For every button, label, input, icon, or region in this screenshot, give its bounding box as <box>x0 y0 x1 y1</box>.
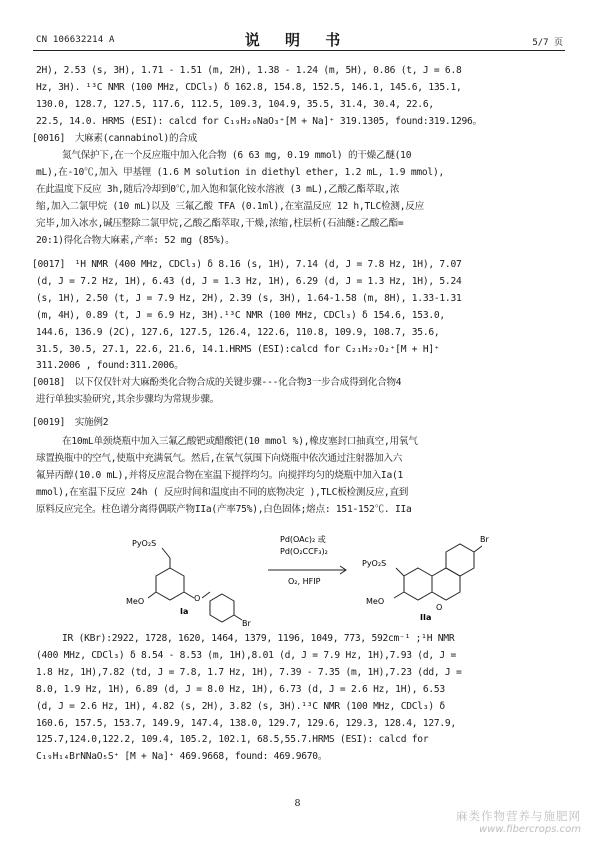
text-line: (s, 1H), 2.50 (t, J = 7.9 Hz, 2H), 2.39 (s, 3H), 1.64-1.58 (m, 8H), 1.33-1.31 <box>36 292 462 304</box>
text-line: 31.5, 30.5, 27.1, 22.6, 21.6, 14.1.HRMS (ESI):calcd for C₂₁H₂₇O₂⁺[M + H]⁺ <box>36 343 440 355</box>
text-line: 130.0, 128.7, 127.5, 117.6, 112.5, 109.3, 104.9, 35.5, 31.4, 30.4, 22.6, <box>36 98 434 110</box>
pyso2-label: PyO₂S <box>132 539 157 548</box>
conditions-label: O₂, HFIP <box>288 577 321 586</box>
text-line: 在此温度下反应 3h,随后冷却到0℃,加入饱和氯化铵水溶液 (3 mL),乙酸乙酯萃取,浓 <box>36 183 400 195</box>
example2-first <box>62 434 560 451</box>
text-line: 氟异丙醇(10.0 mL),并将反应混合物在室温下搅拌均匀。向搅拌均匀的烧瓶中加入Ia(1 <box>36 469 404 481</box>
text-line: 160.6, 157.5, 153.7, 149.9, 147.4, 138.0, 129.7, 129.6, 129.3, 128.4, 127.9, <box>36 717 456 729</box>
paragraph-0016-heading <box>32 131 562 148</box>
text-line: 进行单独实验研究,其余步骤均为常规步骤。 <box>36 394 220 405</box>
text-line: ¹H NMR (400 MHz, CDCl₃) δ 8.16 (s, 1H), 7.14 (d, J = 7.8 Hz, 1H), 7.07 <box>74 259 462 270</box>
paragraph-0016 <box>62 148 560 165</box>
text-line: 125.7,124.0,122.2, 109.4, 105.2, 102.1, 68.5,55.7.HRMS (ESI): calcd for <box>36 734 429 746</box>
text-line: (d, J = 2.6 Hz, 1H), 4.82 (s, 2H), 3.82 (s, 3H).¹³C NMR (100 MHz, CDCl₃) δ <box>36 700 445 712</box>
bromine-label-left: Br <box>242 619 251 628</box>
compound-Ia-label: Ia <box>180 607 189 616</box>
text-line: 1.8 Hz, 1H),7.82 (td, J = 7.8, 1.7 Hz, 1H), 7.39 - 7.35 (m, 1H),7.23 (dd, J = <box>36 666 462 678</box>
watermark-chinese: 麻类作物营养与施肥网 <box>456 809 581 823</box>
text-line: mL),在-10℃,加入 甲基锂 (1.6 M solution in diethyl ether, 1.2 mL, 1.9 mmol), <box>36 167 445 178</box>
meo-label: MeO <box>126 597 145 606</box>
reaction-scheme <box>118 528 518 628</box>
bromobenzyl-ring <box>210 594 234 622</box>
paragraph-0017-first <box>32 257 562 274</box>
paragraph-0019 <box>32 415 562 432</box>
text-line: 以下仅仅针对大麻酚类化合物合成的关键步骤---化合物3一步合成得到化合物4 <box>74 377 402 388</box>
paragraph-0018-body <box>36 392 534 409</box>
document-number: CN 106632214 A <box>36 35 115 45</box>
ring-oxygen-label: O <box>436 603 443 612</box>
example2-body <box>36 451 534 519</box>
continuation-nmr-block <box>36 63 566 131</box>
ir-first <box>62 631 560 648</box>
product-pyso2-label: PyO₂S <box>362 559 387 568</box>
text-line: (400 MHz, CDCl₃) δ 8.54 - 8.53 (m, 1H),8.01 (d, J = 7.9 Hz, 1H),7.93 (d, J = <box>36 650 456 661</box>
text-line: 球置换瓶中的空气,使瓶中充满氧气。然后,在氧气氛围下向烧瓶中依次通过注射器加入六 <box>36 453 403 464</box>
text-line: 22.5, 14.0. HRMS (ESI): calcd for C₁₉H₂₀NaO₃⁺[M + Na]⁺ 319.1305, found:319.1296。 <box>36 115 482 127</box>
text-line: (m, 4H), 0.89 (t, J = 6.9 Hz, 3H).¹³C NMR (100 MHz, CDCl₃) δ 154.6, 153.0, <box>36 309 445 321</box>
reagent-line-2: Pd(O₂CCF₃)₂ <box>280 547 328 556</box>
text-line: mmol),在室温下反应 24h ( 反应时间和温度由不同的底物决定 ),TLC板检测反应,直到 <box>36 486 409 498</box>
paragraph-tag: [0018] <box>32 377 66 388</box>
text-line: (d, J = 7.2 Hz, 1H), 6.43 (d, J = 1.3 Hz, 1H), 6.29 (d, J = 1.3 Hz, 1H), 5.24 <box>36 276 462 287</box>
text-line: Hz, 3H). ¹³C NMR (100 MHz, CDCl₃) δ 162.8, 154.8, 152.5, 146.1, 145.6, 135.1, <box>36 81 462 93</box>
paragraph-tag: [0019] <box>32 417 66 428</box>
text-line: C₁₉H₁₄BrNNaO₅S⁺ [M + Na]⁺ 469.9668, found: 469.9670。 <box>36 751 328 763</box>
product-ring-a <box>404 568 432 600</box>
text-line: 144.6, 136.9 (2C), 127.6, 127.5, 126.4, 122.6, 110.8, 109.9, 108.7, 35.6, <box>36 326 440 338</box>
product-ring-b <box>432 568 460 600</box>
text-line: 2H), 2.53 (s, 3H), 1.71 - 1.51 (m, 2H), 1.38 - 1.24 (m, 5H), 0.86 (t, J = 6.8 <box>36 65 462 76</box>
text-line: 8.0, 1.9 Hz, 1H), 6.89 (d, J = 8.0 Hz, 1H), 6.73 (d, J = 2.6 Hz, 1H), 6.53 <box>36 683 445 695</box>
section-heading: 实施例2 <box>74 417 109 428</box>
compound-IIa-label: IIa <box>420 613 432 622</box>
document-title: 说 明 书 <box>244 31 351 49</box>
paragraph-0018 <box>32 375 562 392</box>
paragraph-tag: [0016] <box>32 133 66 144</box>
paragraph-0016-body <box>36 165 534 249</box>
text-line: 20:1)得化合物大麻素,产率: 52 mg (85%)。 <box>36 234 235 246</box>
left-aryl-ring <box>156 568 184 600</box>
product-meo-label: MeO <box>366 597 385 606</box>
ether-oxygen-label: O <box>194 594 201 603</box>
product-ring-c <box>446 544 474 576</box>
ir-nmr-block <box>36 648 534 766</box>
text-line: 氮气保护下,在一个反应瓶中加入化合物 (6 63 mg, 0.19 mmol) 的干燥乙醚(10 <box>62 150 412 161</box>
page-fraction: 5/7 页 <box>532 38 563 48</box>
reagent-line-1: Pd(OAc)₂ 或 <box>280 535 326 544</box>
page-number: 8 <box>294 798 301 809</box>
text-line: 缩,加入二氯甲烷 (10 mL)以及 三氟乙酸 TFA (0.1ml),在室温反应 12 h,TLC检测,反应 <box>36 200 424 212</box>
text-line: 在10mL单颈烧瓶中加入三氟乙酸钯或醋酸钯(10 mmol %),橡皮塞封口抽真空,用氧气 <box>62 436 418 447</box>
section-heading: 大麻素(cannabinol)的合成 <box>74 133 198 144</box>
text-line: 完毕,加入冰水,碱压整除二氯甲烷,乙酸乙酯萃取,干燥,浓缩,柱层析(石油醚:乙酸乙酯= <box>36 217 404 229</box>
paragraph-0017-body <box>36 274 534 375</box>
watermark-url: www.fibercrops.com <box>479 824 581 835</box>
header-rule <box>33 50 565 51</box>
text-line: IR (KBr):2922, 1728, 1620, 1464, 1379, 1196, 1049, 773, 592cm⁻¹ ;¹H NMR <box>62 633 455 644</box>
text-line: 原料反应完全。柱色谱分离得偶联产物IIa(产率75%),白色固体;熔点: 151-152℃. IIa <box>36 503 412 515</box>
text-line: 311.2006 , found:311.2006。 <box>36 360 184 372</box>
paragraph-tag: [0017] <box>32 259 66 270</box>
bromine-label-right: Br <box>480 535 489 544</box>
